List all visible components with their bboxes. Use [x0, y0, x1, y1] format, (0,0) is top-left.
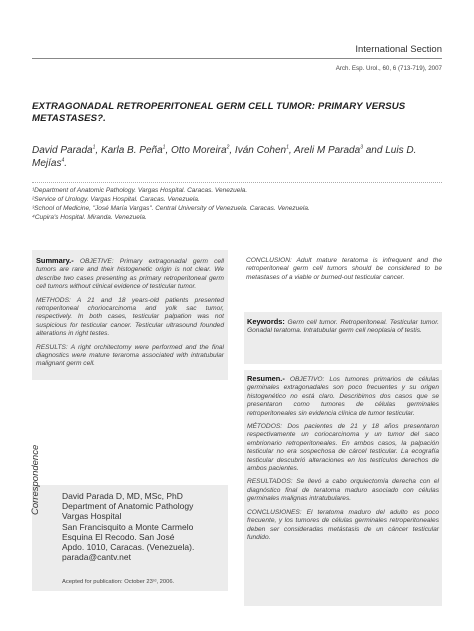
resumen-objetivo: OBJETIVO: Los tumores primarios de células germinales extragonadales son poco frecuentes y su origen histogenético no está claro. Describimos dos casos que se presentaron como tumores de células germinales retroperitoneales sin evidencia clínica de tumor testicular.	[247, 376, 439, 417]
summary-results: RESULTS: A right orchitectomy were performed and the final diagnostics were mature teraroma associated with intratubular malignant germ cell.	[36, 343, 224, 368]
author-name: Luis D. Mejías	[32, 145, 417, 169]
journal-citation: Arch. Esp. Urol., 60, 6 (713-719), 2007	[335, 65, 442, 72]
summary-methods: METHODS: A 21 and 18 years-old patients presented retroperitoneal choriocarcinoma and yolk sac tumor, respectively. In both cases, testicular palpation was not suspicious for testicular cancer. Testicular ultrasound founded alterations in right testes.	[36, 296, 224, 338]
correspondence-line: Vargas Hospital	[62, 511, 122, 522]
author-sup: 3	[360, 144, 363, 151]
resumen-resultados: RESULTADOS: Se llevó a cabo orquiectomía derecha con el diagnóstico final de teratoma maduro asociado con células germinales malignas intratubulares.	[247, 478, 439, 503]
author-sup: 1	[92, 144, 96, 151]
resumen-conclusiones: CONCLUSIONES: El teratoma maduro del adulto es poco frecuente, y los tumores de células germinales retroperitoneales deben ser consideradas metástasis de un cáncer testicular fundido.	[247, 508, 439, 541]
resumen-metodos: MÉTODOS: Dos pacientes de 21 y 18 años presentaron respectivamente un coriocarcinoma y un tumor del saco embrionario retroperitoneales. En ambos casos, la palpación testicular no era sospechosa de cárcel testicular. La ecografía testicular descubrió alteraciones en los testículos derechos de ambos pacientes.	[247, 423, 439, 473]
author-name: David Parada	[32, 145, 93, 156]
keywords-lead: Keywords:	[247, 317, 285, 326]
accepted-date: Acepted for publication: October 23ʳᵈ, 2006.	[62, 579, 175, 585]
summary-conclusion: CONCLUSION: Adult mature teratoma is infrequent and the retroperitoneal germ cell tumors should be considered to be metastases of a viable or burned-out testicular cancer.	[246, 257, 442, 281]
author-sup: 1	[162, 144, 166, 151]
correspondence-line: Department of Anatomic Pathology	[62, 501, 194, 512]
section-label: International Section	[355, 44, 442, 55]
affiliation-item: ³School of Medicine, "José María Vargas". Central University of Venezuela. Caracas. Venezuela.	[32, 205, 310, 212]
resumen-spanish	[247, 375, 439, 547]
summary-english	[36, 257, 224, 374]
author-list: David Parada$^1$, Karla B. Peña$^1$, Otto Moreira$^2$, Iván Cohen$^1$, Areli M Parada$^3$ and Luis D. Mejías$^4$.	[32, 144, 417, 169]
correspondence-line: Esquina El Recodo. San José	[62, 531, 175, 542]
keywords-english	[247, 318, 439, 336]
correspondence-address	[62, 491, 226, 562]
resumen-lead: Resumen.-	[247, 374, 285, 383]
author-name: Areli M Parada	[294, 145, 361, 156]
affiliation-item: ⁴Cupira's Hospital. Miranda. Venezuela.	[32, 214, 147, 221]
author-sup: 2	[226, 144, 230, 151]
author-name: Karla B. Peña	[100, 145, 163, 156]
affiliations	[32, 186, 452, 222]
affiliation-item: ²Service of Urology. Vargas Hospital. Caracas. Venezuela.	[32, 196, 200, 203]
author-name: Otto Moreira	[171, 145, 227, 156]
correspondence-line: San Francisquito a Monte Carmelo	[62, 521, 194, 532]
author-name: Iván Cohen	[234, 145, 287, 156]
header-rule	[32, 58, 442, 59]
keywords-text: Germ cell tumor. Retroperitoneal. Testicular tumor. Gonadal teratoma. Intratubular germ cell neoplasia of testis.	[247, 319, 440, 335]
author-sup: 4	[61, 157, 65, 164]
affiliation-item: ¹Department of Anatomic Pathology. Vargas Hospital. Caracas. Venezuela.	[32, 187, 248, 194]
correspondence-line: Apdo. 1010, Caracas. (Venezuela).	[62, 542, 195, 553]
article-title: EXTRAGONADAL RETROPERITONEAL GERM CELL TUMOR: PRIMARY VERSUS METASTASES?.	[32, 101, 406, 124]
correspondence-email: parada@cantv.net	[62, 552, 131, 563]
summary-objective: OBJETIVE: Primary extragonadal germ cell tumors are rare and their histogenetic origin is not clear. We describe two cases presenting as primary retroperitoneal germ cell tumors without clinical evidence of testicular tumor.	[36, 258, 224, 291]
correspondence-label: Correspondence	[30, 444, 41, 515]
affiliation-divider	[32, 182, 442, 183]
author-sup: 1	[286, 144, 289, 151]
summary-lead: Summary.-	[36, 256, 74, 265]
correspondence-line: David Parada D, MD, MSc, PhD	[62, 491, 183, 501]
